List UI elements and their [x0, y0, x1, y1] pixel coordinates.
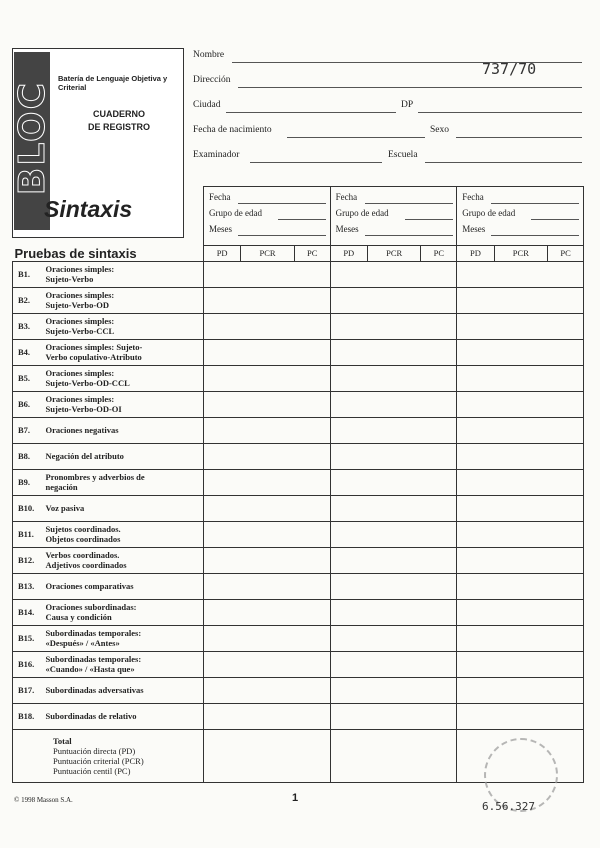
nombre-label: Nombre [193, 50, 225, 60]
table-row [13, 573, 584, 599]
score-cell[interactable] [204, 703, 331, 729]
total-cell [13, 729, 204, 782]
test-code: B9. [13, 469, 46, 495]
session-3[interactable] [457, 187, 584, 246]
score-header-row [13, 246, 584, 262]
escuela-label: Escuela [388, 150, 418, 160]
score-cell[interactable] [204, 521, 331, 547]
fecha-nacimiento-field[interactable] [287, 137, 425, 138]
score-cell[interactable] [330, 339, 457, 365]
booklet-label-line1: CUADERNO [92, 109, 145, 119]
handwritten-reference: 737/70 [482, 60, 537, 78]
sexo-field[interactable] [456, 137, 582, 138]
examinador-field[interactable] [250, 162, 382, 163]
test-name: Voz pasiva [46, 495, 204, 521]
score-cell[interactable] [330, 261, 457, 287]
tests-table [12, 186, 584, 783]
table-row [13, 417, 584, 443]
test-name: Subordinadas temporales: «Cuando» / «Hasta que» [46, 651, 204, 677]
test-code: B18. [13, 703, 46, 729]
grupo-label: Grupo de edad [335, 208, 389, 218]
test-name: Oraciones simples: Sujeto-Verbo-OD-OI [46, 391, 204, 417]
test-name: Sujetos coordinados. Objetos coordinados [46, 521, 204, 547]
test-name: Oraciones comparativas [46, 573, 204, 599]
fecha-field[interactable] [238, 203, 326, 204]
score-cell[interactable] [204, 261, 331, 287]
score-cell[interactable] [330, 365, 457, 391]
table-row [13, 365, 584, 391]
score-cell[interactable] [457, 599, 584, 625]
pcr-header: PCR [494, 246, 548, 262]
test-code: B17. [13, 677, 46, 703]
score-cell[interactable] [204, 547, 331, 573]
score-cell[interactable] [457, 625, 584, 651]
table-row [13, 339, 584, 365]
meses-field[interactable] [365, 235, 453, 236]
score-cell[interactable] [204, 391, 331, 417]
test-code: B16. [13, 651, 46, 677]
table-row [13, 313, 584, 339]
table-row [13, 651, 584, 677]
bloc-logo-text: BLOC [12, 80, 53, 196]
direccion-label: Dirección [193, 75, 231, 85]
score-cell[interactable] [330, 547, 457, 573]
grupo-field[interactable] [278, 219, 326, 220]
score-cell[interactable] [330, 417, 457, 443]
grupo-field[interactable] [405, 219, 453, 220]
test-code: B2. [13, 287, 46, 313]
test-rows [13, 261, 584, 729]
pcr-header: PCR [367, 246, 421, 262]
meses-label: Meses [209, 224, 232, 234]
table-row [13, 287, 584, 313]
score-cell[interactable] [330, 521, 457, 547]
test-code: B1. [13, 261, 46, 287]
score-cell[interactable] [457, 703, 584, 729]
fecha-label: Fecha [462, 192, 484, 202]
table-row [13, 495, 584, 521]
battery-name: Batería de Lenguaje Objetiva y Criterial [58, 74, 168, 92]
pc-header: PC [548, 246, 584, 262]
score-cell[interactable] [457, 365, 584, 391]
score-cell[interactable] [204, 417, 331, 443]
test-code: B7. [13, 417, 46, 443]
total-score-cell[interactable] [204, 729, 331, 782]
test-name: Subordinadas adversativas [46, 677, 204, 703]
score-cell[interactable] [457, 287, 584, 313]
score-cell[interactable] [330, 443, 457, 469]
tests-heading: Pruebas de sintaxis [13, 246, 204, 262]
session-header-row [13, 187, 584, 246]
score-cell[interactable] [330, 495, 457, 521]
nombre-field[interactable] [232, 62, 582, 63]
score-cell[interactable] [204, 469, 331, 495]
table-row [13, 677, 584, 703]
table-row [13, 261, 584, 287]
score-cell[interactable] [204, 443, 331, 469]
score-cell[interactable] [457, 313, 584, 339]
test-name: Oraciones simples: Sujeto-Verbo-OD-CCL [46, 365, 204, 391]
table-row [13, 703, 584, 729]
meses-label: Meses [335, 224, 359, 234]
table-row [13, 599, 584, 625]
score-cell[interactable] [204, 313, 331, 339]
test-code: B6. [13, 391, 46, 417]
score-cell[interactable] [330, 313, 457, 339]
test-name: Oraciones simples: Sujeto- Verbo copulativo-Atributo [46, 339, 204, 365]
score-cell[interactable] [330, 703, 457, 729]
dp-label: DP [401, 100, 414, 110]
score-cell[interactable] [330, 677, 457, 703]
examinador-label: Examinador [193, 150, 240, 160]
score-cell[interactable] [204, 287, 331, 313]
session-2[interactable] [330, 187, 457, 246]
score-cell[interactable] [204, 625, 331, 651]
score-cell[interactable] [204, 599, 331, 625]
session-1[interactable] [204, 187, 331, 246]
test-code: B14. [13, 599, 46, 625]
stamp-number: 6.56.327 [482, 800, 535, 813]
pc-header: PC [294, 246, 330, 262]
test-code: B12. [13, 547, 46, 573]
table-row [13, 625, 584, 651]
score-cell[interactable] [457, 521, 584, 547]
score-cell[interactable] [204, 651, 331, 677]
score-cell[interactable] [457, 495, 584, 521]
score-cell[interactable] [457, 339, 584, 365]
test-code: B5. [13, 365, 46, 391]
total-score-cell[interactable] [330, 729, 457, 782]
table-row [13, 469, 584, 495]
score-cell[interactable] [457, 391, 584, 417]
score-cell[interactable] [330, 625, 457, 651]
score-cell[interactable] [330, 391, 457, 417]
page-title: Sintaxis [44, 196, 133, 222]
test-name: Oraciones negativas [46, 417, 204, 443]
meses-field[interactable] [491, 235, 579, 236]
total-title: Total [53, 735, 72, 746]
pc-header: PC [421, 246, 457, 262]
pcr-header: PCR [241, 246, 295, 262]
test-name: Oraciones simples: Sujeto-Verbo-OD [46, 287, 204, 313]
test-code: B15. [13, 625, 46, 651]
pd-header: PD [457, 246, 494, 262]
score-cell[interactable] [457, 261, 584, 287]
test-code: B11. [13, 521, 46, 547]
table-row [13, 443, 584, 469]
test-code: B10. [13, 495, 46, 521]
score-cell[interactable] [204, 573, 331, 599]
test-code: B3. [13, 313, 46, 339]
dp-field[interactable] [418, 112, 582, 113]
pd-header: PD [204, 246, 241, 262]
score-cell[interactable] [457, 573, 584, 599]
table-row [13, 547, 584, 573]
test-name: Oraciones simples: Sujeto-Verbo-CCL [46, 313, 204, 339]
escuela-field[interactable] [425, 162, 582, 163]
test-name: Verbos coordinados. Adjetivos coordinados [46, 547, 204, 573]
booklet-label [74, 108, 164, 134]
copyright: © 1998 Masson S.A. [14, 796, 73, 804]
score-cell[interactable] [204, 677, 331, 703]
meses-field[interactable] [238, 235, 326, 236]
booklet-label-line2: DE REGISTRO [87, 122, 150, 132]
meses-label: Meses [462, 224, 486, 234]
test-name: Negación del atributo [46, 443, 204, 469]
ciudad-field[interactable] [226, 112, 396, 113]
grupo-label: Grupo de edad [462, 208, 516, 218]
test-code: B13. [13, 573, 46, 599]
score-cell[interactable] [330, 651, 457, 677]
test-code: B4. [13, 339, 46, 365]
score-cell[interactable] [330, 599, 457, 625]
total-line-pd: Puntuación directa (PD) [53, 745, 136, 756]
page-number: 1 [292, 792, 299, 804]
sexo-label: Sexo [430, 125, 449, 135]
test-name: Oraciones subordinadas: Causa y condición [46, 599, 204, 625]
score-cell[interactable] [204, 339, 331, 365]
grupo-field[interactable] [531, 219, 579, 220]
test-name: Pronombres y adverbios de negación [46, 469, 204, 495]
test-name: Oraciones simples: Sujeto-Verbo [46, 261, 204, 287]
grupo-label: Grupo de edad [209, 208, 262, 218]
test-code: B8. [13, 443, 46, 469]
score-cell[interactable] [330, 573, 457, 599]
total-line-pc: Puntuación centil (PC) [53, 765, 131, 776]
test-name: Subordinadas temporales: «Después» / «Antes» [46, 625, 204, 651]
score-cell[interactable] [457, 677, 584, 703]
score-cell[interactable] [457, 651, 584, 677]
fecha-label: Fecha [335, 192, 358, 202]
fecha-label: Fecha [209, 192, 231, 202]
score-cell[interactable] [457, 443, 584, 469]
pd-header: PD [330, 246, 367, 262]
fecha-nacimiento-label: Fecha de nacimiento [193, 125, 272, 135]
score-cell[interactable] [457, 547, 584, 573]
score-cell[interactable] [330, 469, 457, 495]
table-row [13, 521, 584, 547]
score-cell[interactable] [457, 417, 584, 443]
test-name: Subordinadas de relativo [46, 703, 204, 729]
score-cell[interactable] [204, 495, 331, 521]
direccion-field[interactable] [238, 87, 582, 88]
total-line-pcr: Puntuación criterial (PCR) [53, 755, 144, 766]
table-row [13, 391, 584, 417]
fecha-field[interactable] [491, 203, 579, 204]
score-cell[interactable] [330, 287, 457, 313]
fecha-field[interactable] [365, 203, 453, 204]
ciudad-label: Ciudad [193, 100, 221, 110]
score-cell[interactable] [457, 469, 584, 495]
score-cell[interactable] [204, 365, 331, 391]
